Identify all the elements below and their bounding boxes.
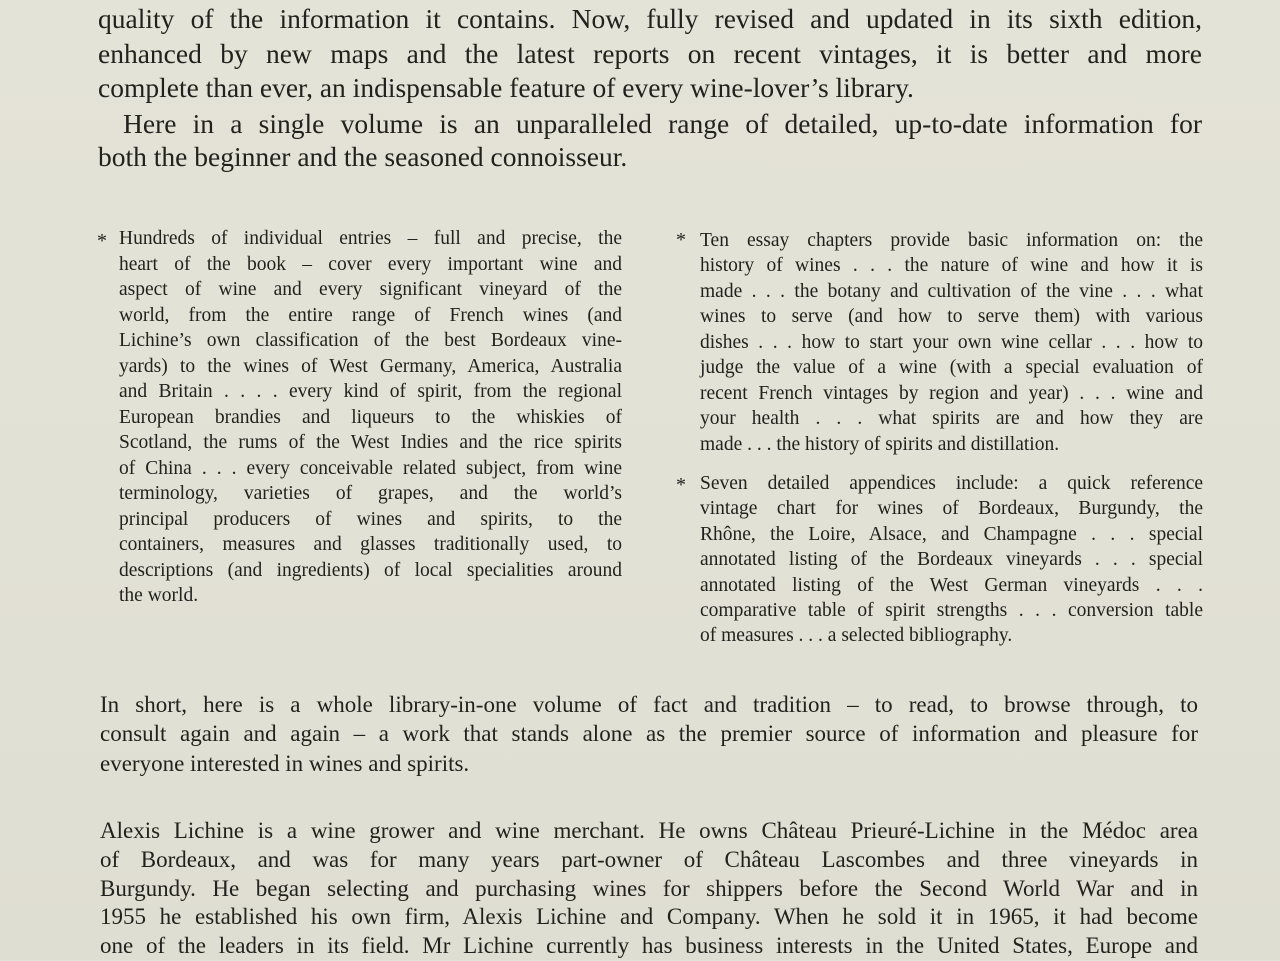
right-column-line: of measures . . . a selected bibliography. [700,625,1013,646]
bio-line: Alexis Lichine is a wine grower and wine merchant. He owns Château Prieuré-Lichine in the Médoc area [100,818,1198,843]
summary-line: everyone interested in wines and spirits. [100,751,470,776]
bio-line: Burgundy. He began selecting and purchasing wines for shippers before the Second World War and in [100,876,1198,901]
right-column-line: wines to serve (and how to serve them) with various [700,306,1203,327]
right-column-line: Seven detailed appendices include: a quick reference [700,473,1203,494]
left-column-line: Scotland, the rums of the West Indies and the rice spirits [119,432,622,453]
left-column-line: and Britain . . . . every kind of spirit, from the regional [119,381,622,402]
summary-line: In short, here is a whole library-in-one volume of fact and tradition – to read, to browse through, to [100,692,1198,717]
right-column-line: Rhône, the Loire, Alsace, and Champagne . . . special [700,524,1203,545]
right-column-line: dishes . . . how to start your own wine cellar . . . how to [700,332,1203,353]
right-column-line: annotated listing of the West German vineyards . . . [700,575,1203,596]
intro-line: both the beginner and the seasoned connoisseur. [98,141,628,172]
intro-line: quality of the information it contains. Now, fully revised and updated in its sixth edition, [98,3,1202,34]
right-column-line: recent French vintages by region and year) . . . wine and [700,383,1203,404]
left-column-line: principal producers of wines and spirits, to the [119,509,622,530]
right-column-line: made . . . the botany and cultivation of the vine . . . what [700,281,1203,302]
bullet-asterisk: * [676,474,686,496]
intro-line: complete than ever, an indispensable feature of every wine-lover’s library. [98,72,914,103]
left-column-line: of China . . . every conceivable related subject, from wine [119,458,622,479]
left-column-line: containers, measures and glasses traditionally used, to [119,534,622,555]
right-column-line: comparative table of spirit strengths . . . conversion table [700,600,1203,621]
left-column-line: Lichine’s own classification of the best Bordeaux vine- [119,330,622,351]
left-column-line: the world. [119,585,199,606]
left-column-line: descriptions (and ingredients) of local specialities around [119,560,622,581]
left-column-line: heart of the book – cover every important wine and [119,254,622,275]
bio-line: one of the leaders in its field. Mr Lichine currently has business interests in the United States, Europe and [100,933,1198,958]
left-column-line: terminology, varieties of grapes, and the world’s [119,483,622,504]
bullet-asterisk: * [676,229,686,251]
summary-line: consult again and again – a work that stands alone as the premier source of information and pleasure for [100,721,1198,746]
right-column-line: judge the value of a wine (with a special evaluation of [700,357,1203,378]
right-column-line: vintage chart for wines of Bordeaux, Burgundy, the [700,498,1203,519]
intro-line: Here in a single volume is an unparalleled range of detailed, up-to-date information for [123,108,1202,139]
bio-line: of Bordeaux, and was for many years part-owner of Château Lascombes and three vineyards in [100,847,1198,872]
right-column-line: your health . . . what spirits are and how they are [700,408,1203,429]
bullet-asterisk: * [97,230,107,252]
left-column-line: European brandies and liqueurs to the whiskies of [119,407,622,428]
left-column-line: aspect of wine and every significant vineyard of the [119,279,622,300]
right-column-line: made . . . the history of spirits and distillation. [700,434,1060,455]
intro-line: enhanced by new maps and the latest reports on recent vintages, it is better and more [98,38,1202,69]
left-column-line: Hundreds of individual entries – full and precise, the [119,228,622,249]
right-column-line: annotated listing of the Bordeaux vineyards . . . special [700,549,1203,570]
left-column-line: world, from the entire range of French wines (and [119,305,622,326]
bio-line: 1955 he established his own firm, Alexis Lichine and Company. When he sold it in 1965, it had become [100,904,1198,929]
left-column-line: yards) to the wines of West Germany, America, Australia [119,356,622,377]
right-column-line: history of wines . . . the nature of wine and how it is [700,255,1203,276]
right-column-line: Ten essay chapters provide basic information on: the [700,230,1203,251]
